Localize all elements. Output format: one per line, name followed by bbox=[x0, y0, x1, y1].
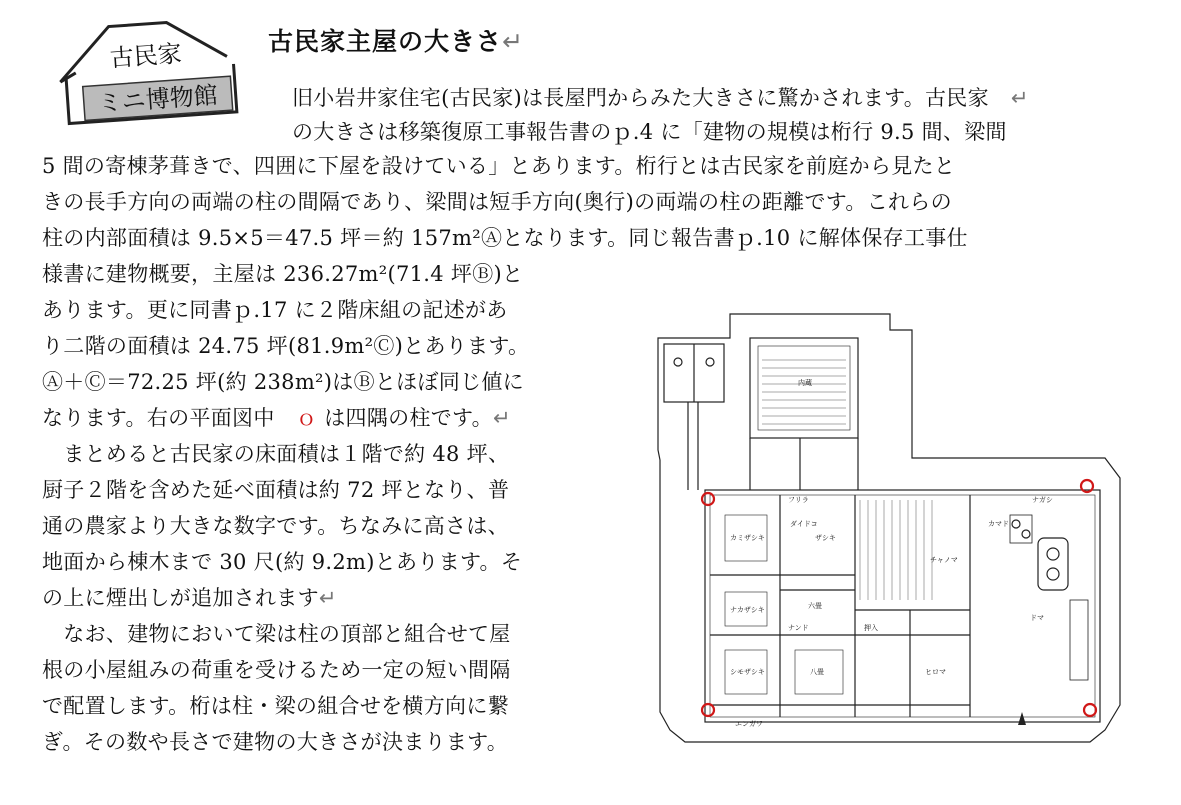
body-line-6: 様書に建物概要，主屋は 236.27m²(71.4 坪Ⓑ)と bbox=[42, 262, 524, 286]
label-room15: ナンド bbox=[788, 624, 809, 632]
body-line-14: 地面から棟木まで 30 尺(約 9.2m)とあります。そ bbox=[42, 550, 523, 574]
body-line-9: Ⓐ＋Ⓒ＝72.25 坪(約 238m²)はⒷとほぼ同じ値に bbox=[42, 370, 524, 394]
body-line-5: 柱の内部面積は 9.5×5＝47.5 坪＝約 157m²Ⓐとなります。同じ報告書ｐ.10 に解体保存工事仕 bbox=[42, 226, 968, 250]
body-line-10: なります。右の平面図中 ｏ は四隅の柱です。↵ bbox=[42, 406, 511, 430]
body-line-4: きの長手方向の両端の柱の間隔であり、梁間は短手方向(奥行)の両端の柱の距離です。これらの bbox=[42, 190, 952, 214]
body-line-11: まとめると古民家の床面積は１階で約 48 坪、 bbox=[42, 442, 510, 466]
label-room16: エンガワ bbox=[735, 720, 763, 728]
return-mark: ↵ bbox=[318, 586, 337, 610]
label-room10: カマド bbox=[988, 520, 1009, 528]
body-line-2: の大きさは移築復原工事報告書のｐ.4 に「建物の規模は桁行 9.5 間、梁間 bbox=[292, 120, 1007, 144]
corner-post-marker bbox=[702, 493, 714, 505]
return-mark: ↵ bbox=[502, 27, 524, 56]
label-room12: ナガシ bbox=[1032, 496, 1053, 504]
body-line-7: あります。更に同書ｐ.17 に２階床組の記述があ bbox=[42, 298, 508, 322]
hearth bbox=[1038, 538, 1068, 590]
logo-line2: ミニ博物館 bbox=[96, 81, 219, 118]
label-room13: フリラ bbox=[788, 496, 809, 504]
storehouse-hatch bbox=[762, 360, 846, 424]
label-room8: ダイドコ bbox=[790, 520, 818, 528]
body-line-15: の上に煙出しが追加されます↵ bbox=[42, 586, 337, 610]
label-room6: ヒロマ bbox=[925, 668, 946, 676]
logo-line1: 古民家 bbox=[108, 39, 183, 73]
body-line-8: り二階の面積は 24.75 坪(81.9m²Ⓒ)とあります。 bbox=[42, 334, 530, 358]
label-room9: ドマ bbox=[1030, 614, 1044, 622]
body-line-19: ぎ。その数や長さで建物の大きさが決まります。 bbox=[42, 730, 509, 754]
label-room7: チャノマ bbox=[930, 556, 958, 564]
corner-circle-symbol: ｏ bbox=[295, 406, 318, 430]
storehouse bbox=[750, 338, 858, 438]
label-storage: 内蔵 bbox=[798, 379, 812, 387]
label-room11: ザシキ bbox=[815, 534, 836, 542]
label-room2: ナカザシキ bbox=[730, 606, 765, 614]
return-mark: ↵ bbox=[492, 406, 511, 430]
corner-post-marker bbox=[1084, 704, 1096, 716]
north-arrow-icon bbox=[1018, 712, 1026, 725]
label-room1: カミザシキ bbox=[730, 534, 765, 542]
body-line-1: 旧小岩井家住宅(古民家)は長屋門からみた大きさに驚かされます。古民家 ↵ bbox=[292, 86, 1029, 110]
return-mark: ↵ bbox=[1010, 86, 1029, 110]
body-line-17: 根の小屋組みの荷重を受けるため一定の短い間隔 bbox=[42, 658, 511, 682]
stairs-hatch bbox=[860, 500, 932, 600]
floor-plan bbox=[650, 300, 1130, 778]
body-line-3: 5 間の寄棟茅葺きで、四囲に下屋を設けている」とあります。桁行とは古民家を前庭から見たと bbox=[42, 154, 956, 178]
outer-wall bbox=[658, 314, 1120, 742]
body-line-18: で配置します。桁は柱・梁の組合せを横方向に繋 bbox=[42, 694, 509, 718]
mini-museum-logo bbox=[52, 14, 242, 132]
body-line-12: 厨子２階を含めた延べ面積は約 72 坪となり、普 bbox=[42, 478, 510, 502]
label-room5: 八畳 bbox=[810, 668, 824, 676]
page-title: 古民家主屋の大きさ↵ bbox=[268, 27, 524, 56]
body-line-16: なお、建物において梁は柱の頂部と組合せて屋 bbox=[42, 622, 511, 646]
label-room3: シモザシキ bbox=[730, 668, 765, 676]
corner-post-marker bbox=[702, 704, 714, 716]
label-room4: 六畳 bbox=[808, 602, 822, 610]
label-room14: 押入 bbox=[864, 624, 878, 632]
body-line-13: 通の農家より大きな数字です。ちなみに高さは、 bbox=[42, 514, 509, 538]
